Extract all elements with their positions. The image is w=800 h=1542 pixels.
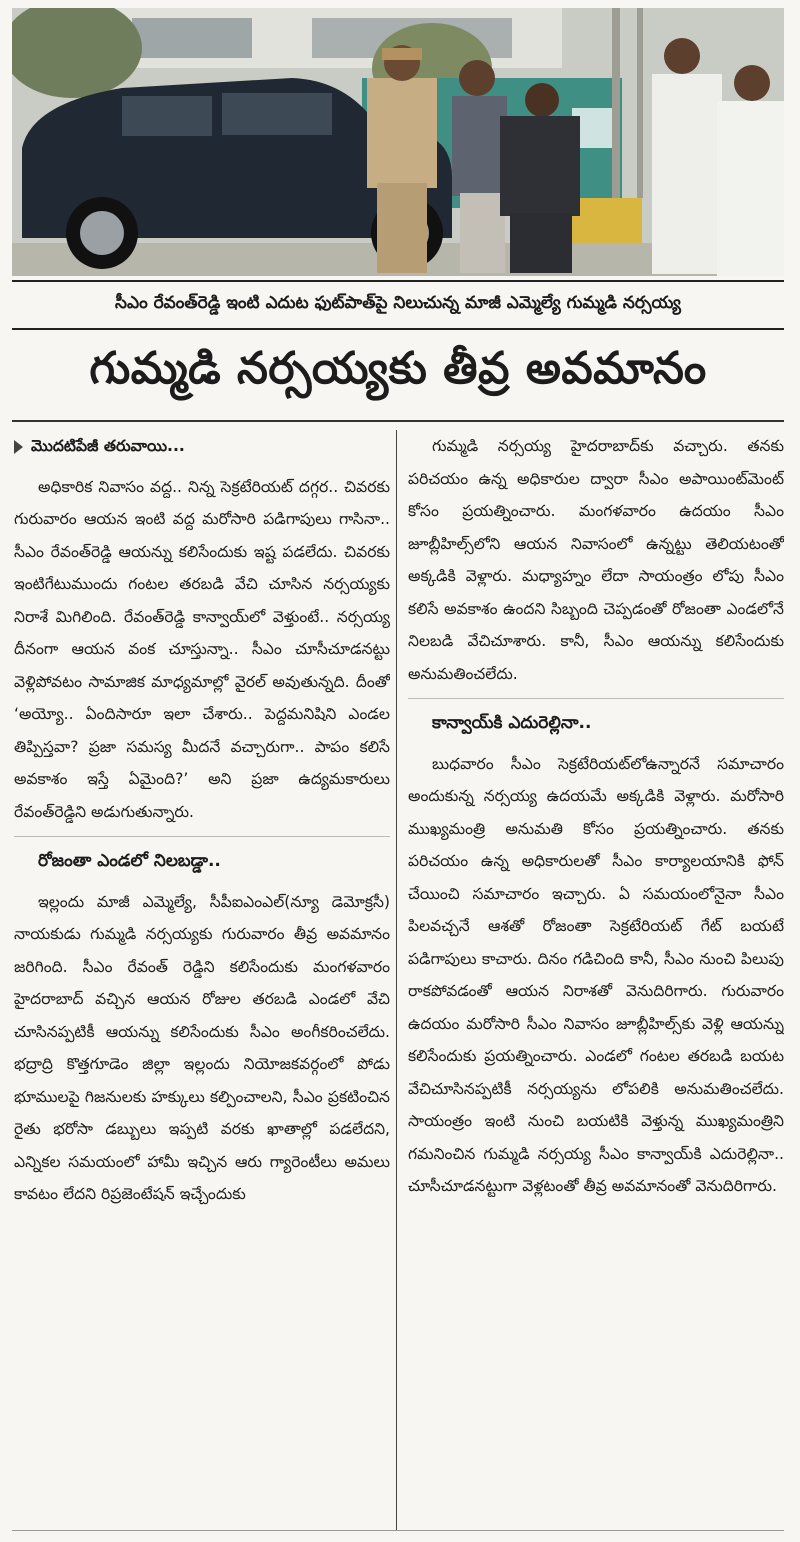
news-photo-icon [12, 8, 784, 276]
kicker-text: మొదటిపేజీ తరువాయి... [31, 437, 185, 455]
bottom-divider [12, 1530, 784, 1531]
news-photo [12, 8, 784, 276]
column-divider [396, 430, 397, 1530]
right-paragraph-2: బుధవారం సీఎం సెక్రటేరియట్‌లోఉన్నారనే సమాచారం అందుకున్న నర్సయ్య ఉదయమే అక్కడికి వెళ్లారు. మరోసారి ముఖ్యమంత్రి అనుమతి కోసం ప్రయత్నించారు. తనకు పరిచయం ఉన్న అధికారులతో సీఎం కార్యాలయానికి ఫోన్ చేయించి సమాచారం ఇచ్చారు. ఏ సమయంలోనైనా సీఎం పిలవచ్చనే ఆశతో రోజంతా సెక్రటేరియట్ గేట్ బయటే పడిగాపులు కాచారు. దినం గడిచింది కానీ, సీఎం నుంచి పిలుపు రాకపోవడంతో ఆయన నిరాశతో వెనుదిరిగారు. గురువారం ఉదయం మరోసారి సీఎం నివాసం జూబ్లీహిల్స్‌కు వెళ్లి ఆయన్ను కలిసేందుకు ప్రయత్నించారు. ఎండలో గంటల తరబడి బయట వేచిచూసినప్పటికీ నర్సయ్యను లోపలికి అనుమతించలేదు. సాయంత్రం ఇంటి నుంచి బయటికి వెళ్తున్న ముఖ్యమంత్రిని గమనించిన గుమ్మడి నర్సయ్య సీఎం కాన్వాయ్‌కి ఎదురెల్లినా.. చూసీచూడనట్టుగా వెళ్లటంతో తీవ్ర అవమానంతో వెనుదిరిగారు. [408, 754, 784, 1195]
headline-divider [12, 420, 784, 422]
right-subhead: కాన్వాయ్‌కి ఎదురెల్లినా.. [408, 698, 784, 740]
right-column [408, 430, 784, 1530]
left-paragraph-2: ఇల్లందు మాజీ ఎమ్మెల్యే, సీపీఐఎంఎల్(న్యూ డెమోక్రసీ) నాయకుడు గుమ్మడి నర్సయ్యకు గురువారం తీవ్ర అవమానం జరిగింది. సీఎం రేవంత్ రెడ్డిని కలిసేందుకు మంగళవారం హైదరాబాద్ వచ్చిన ఆయన రోజుల తరబడి ఎండలో వేచి చూసినప్పటికీ ఆయన్ను కలిసేందుకు సీఎం అంగీకరించలేదు. భద్రాద్రి కొత్తగూడెం జిల్లా ఇల్లందు నియోజకవర్గంలో పోడు భూములపై గిజనులకు హక్కులు కల్పించాలని, సీఎం ప్రకటించిన రైతు భరోసా డబ్బులు ఇప్పటి వరకు ఖాతాల్లో పడలేదని, ఎన్నికల సమయంలో హామీ ఇచ్చిన ఆరు గ్యారెంటీలు అమలు కావటం లేదని రిప్రజెంటేషన్ ఇచ్చేందుకు [14, 892, 390, 1203]
right-paragraph-1: గుమ్మడి నర్సయ్య హైదరాబాద్‌కు వచ్చారు. తనకు పరిచయం ఉన్న అధికారుల ద్వారా సీఎం అపాయింట్‌మెంట్ కోసం ప్రయత్నించారు. మంగళవారం ఉదయం సీఎం జూబ్లీహిల్స్‌లోని ఆయన నివాసంలో ఉన్నట్టు తెలియటంతో అక్కడికి వెళ్లారు. మధ్యాహ్నం లేదా సాయంత్రం లోపు సీఎం కలిసే అవకాశం ఉందని సిబ్బంది చెప్పడంతో రోజంతా ఎండలోనే నిలబడి వేచిచూశారు. కానీ, సీఎం ఆయన్ను కలిసేందుకు అనుమతించలేదు. [408, 437, 784, 683]
left-subhead: రోజంతా ఎండలో నిలబడ్డా.. [14, 836, 390, 878]
continuation-kicker [14, 430, 390, 463]
photo-caption: సీఎం రేవంత్‌రెడ్డి ఇంటి ఎదుట ఫుట్‌పాత్‌పై నిలుచున్న మాజీ ఎమ్మెల్యే గుమ్మడి నర్సయ్య [12, 280, 784, 330]
left-paragraph-1: అధికారిక నివాసం వద్ద.. నిన్న సెక్రటేరియట్ దగ్గర.. చివరకు గురువారం ఆయన ఇంటి వద్ద మరోసారి పడిగాపులు గాసినా.. సీఎం రేవంత్‌రెడ్డి ఆయన్ను కలిసేందుకు ఇష్ట పడలేదు. చివరకు ఇంటిగేటుముందు గంటల తరబడి వేచి చూసిన నర్సయ్యకు నిరాశే మిగిలింది. రేవంత్‌రెడ్డి కాన్వాయ్‌లో వెళ్తుంటే.. నర్సయ్య దీనంగా ఆయన వంక చూస్తున్నా.. సీఎం చూసీచూడనట్టు వెళ్లిపోవటం సామాజిక మాధ్యమాల్లో వైరల్ అవుతున్నది. దీంతో ‘అయ్యో.. ఏందిసారూ ఇలా చేశారు.. పెద్దమనిషిని ఎండల తిప్పిస్తవా? ప్రజా సమస్య మీదనే వచ్చారుగా.. పాపం కలిసే అవకాశం ఇస్తే ఏమైంది?’ అని ప్రజా ఉద్యమకారులు రేవంత్‌రెడ్డిని అడుగుతున్నారు. [14, 477, 390, 821]
headline: గుమ్మడి నర్సయ్యకు తీవ్ర అవమానం [89, 343, 707, 394]
arrow-right-icon [14, 440, 23, 454]
left-column [14, 430, 390, 1530]
